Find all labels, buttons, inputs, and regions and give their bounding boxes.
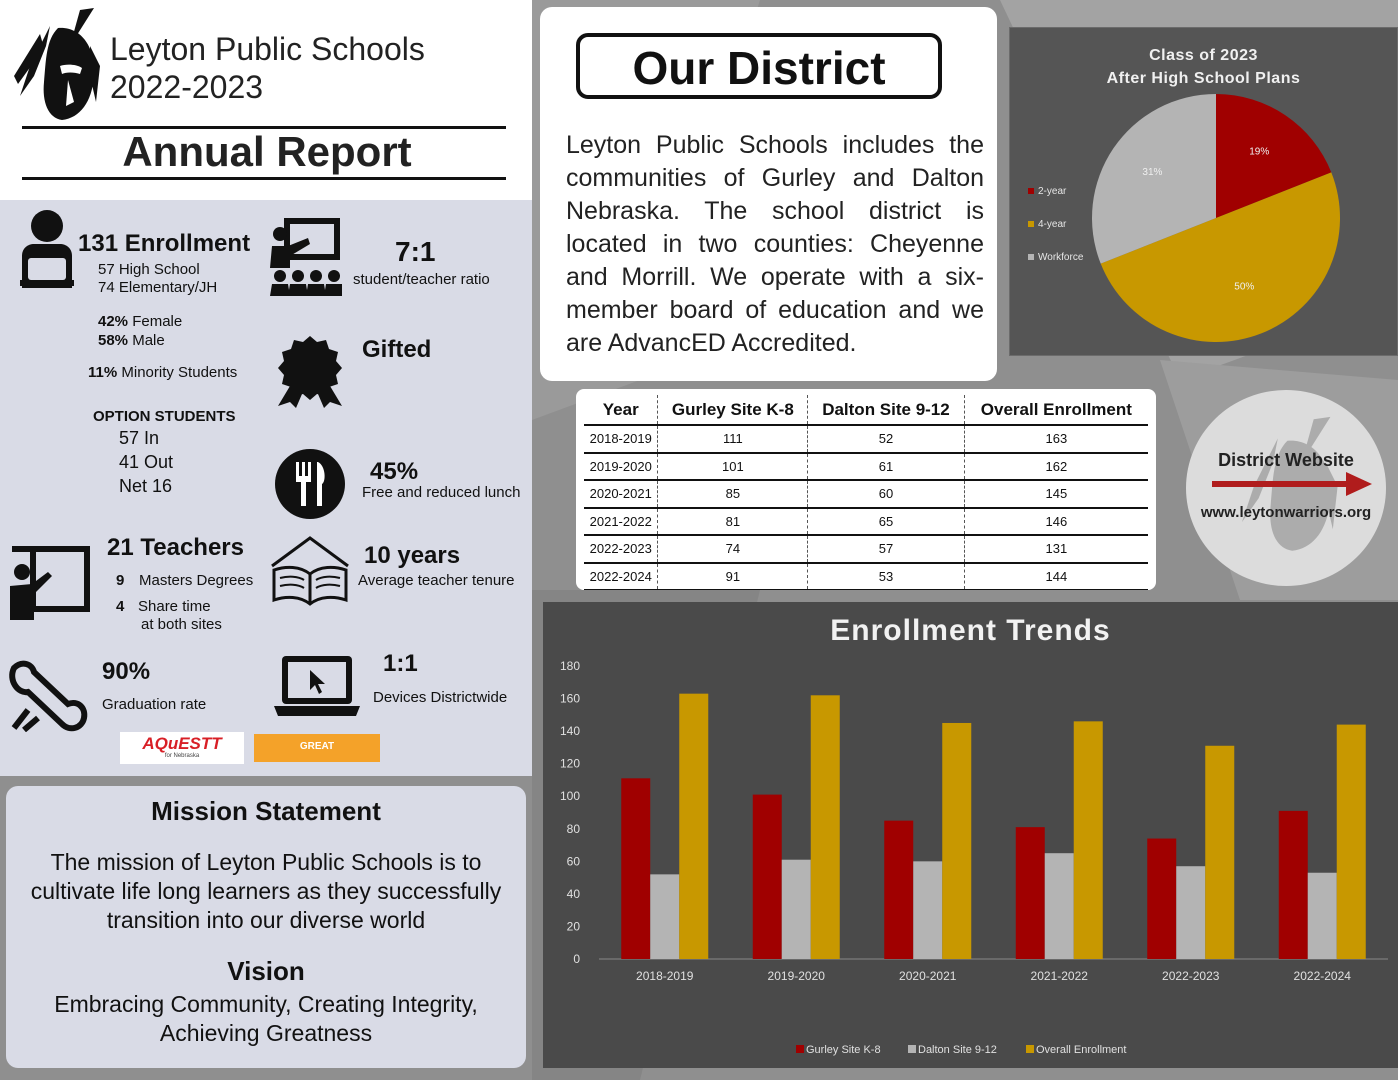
bar xyxy=(1147,839,1176,959)
ratio-label: student/teacher ratio xyxy=(353,271,490,288)
enrollment-elementary: 74 Elementary/JH xyxy=(98,279,218,296)
option-students-title: OPTION STUDENTS xyxy=(93,408,236,425)
table-cell: 2021-2022 xyxy=(584,508,658,536)
mission-panel xyxy=(6,786,526,1068)
y-tick-label: 100 xyxy=(559,789,580,804)
bar-legend-swatch xyxy=(1026,1045,1034,1053)
graduation-value: 90% xyxy=(102,658,151,685)
masters-count: 9 xyxy=(116,572,125,589)
table-row xyxy=(584,453,1148,481)
masters-label: Masters Degrees xyxy=(139,572,254,589)
table-cell: 146 xyxy=(964,508,1148,536)
table-header-cell: Overall Enrollment xyxy=(964,395,1148,425)
share-label: Share time xyxy=(138,598,211,615)
table-cell: 163 xyxy=(964,425,1148,453)
pie-title-line2: After High School Plans xyxy=(1106,70,1301,87)
school-name: Leyton Public Schools xyxy=(110,31,425,67)
bar xyxy=(942,723,971,959)
table-cell: 81 xyxy=(658,508,808,536)
aquestt-text: AQuESTT xyxy=(142,734,222,753)
bar xyxy=(1205,746,1234,959)
x-tick-label: 2021-2022 xyxy=(1030,969,1088,983)
teachers-title: 21 Teachers xyxy=(107,534,244,561)
table-cell: 52 xyxy=(808,425,964,453)
enrollment-title: 131 Enrollment xyxy=(78,230,251,257)
table-cell: 2022-2024 xyxy=(584,563,658,591)
tenure-value: 10 years xyxy=(364,542,461,569)
table-cell: 144 xyxy=(964,563,1148,591)
male-label: Male xyxy=(132,332,165,349)
minority-stat xyxy=(88,364,237,381)
bar-legend-swatch xyxy=(796,1045,804,1053)
bar-legend-label: Gurley Site K-8 xyxy=(806,1044,881,1056)
table-cell: 57 xyxy=(808,535,964,563)
enrollment-high-school: 57 High School xyxy=(98,261,200,278)
bar xyxy=(1074,721,1103,959)
vision-title: Vision xyxy=(227,956,305,986)
warrior-logo-icon xyxy=(10,6,102,124)
female-label: Female xyxy=(132,313,183,330)
school-year: 2022-2023 xyxy=(110,69,264,105)
x-tick-label: 2020-2021 xyxy=(899,969,957,983)
bar xyxy=(1045,853,1074,959)
stats-panel xyxy=(0,200,532,776)
pie-legend-swatch xyxy=(1028,188,1034,194)
table-row xyxy=(584,508,1148,536)
female-pct: 42% xyxy=(98,313,129,330)
y-tick-label: 80 xyxy=(566,821,580,836)
x-tick-label: 2019-2020 xyxy=(767,969,825,983)
bar xyxy=(1279,811,1308,959)
table-cell: 91 xyxy=(658,563,808,591)
lunch-utensils-icon xyxy=(274,448,346,520)
y-tick-label: 40 xyxy=(566,886,580,901)
lunch-label: Free and reduced lunch xyxy=(362,484,521,501)
page-title: Annual Report xyxy=(122,128,412,175)
minority-label: Minority Students xyxy=(121,364,238,381)
table-cell: 101 xyxy=(658,453,808,481)
vision-text: Embracing Community, Creating Integrity, Achieving Greatness xyxy=(54,991,478,1046)
option-students-net: Net 16 xyxy=(119,476,173,496)
minority-pct: 11% xyxy=(88,364,118,381)
table-cell: 60 xyxy=(808,480,964,508)
bar xyxy=(811,695,840,959)
table-cell: 2019-2020 xyxy=(584,453,658,481)
pie-legend-swatch xyxy=(1028,221,1034,227)
divider xyxy=(22,177,506,180)
share-label-2: at both sites xyxy=(141,616,222,633)
enrollment-table-panel xyxy=(576,389,1156,590)
y-tick-label: 120 xyxy=(559,756,580,771)
table-header-row xyxy=(584,395,1148,425)
classroom-icon xyxy=(268,216,342,296)
district-description: Leyton Public Schools includes the communities of Gurley and Dalton Nebraska. The school district is located in two counties: Cheyenne and Morrill. We operate with a six-member board of education and we are AdvancED Accredited. xyxy=(566,131,984,357)
bar xyxy=(753,795,782,959)
table-cell: 53 xyxy=(808,563,964,591)
pie-title-line1: Class of 2023 xyxy=(1149,47,1258,64)
devices-value: 1:1 xyxy=(383,650,418,677)
teacher-board-icon xyxy=(8,544,94,620)
y-tick-label: 140 xyxy=(559,724,580,739)
district-title-box xyxy=(576,33,942,99)
aquestt-logo xyxy=(120,732,244,764)
table-cell: 145 xyxy=(964,480,1148,508)
website-url-link[interactable]: www.leytonwarriors.org xyxy=(1200,504,1372,521)
bar-legend-label: Overall Enrollment xyxy=(1036,1044,1127,1056)
district-panel xyxy=(540,7,997,381)
table-row xyxy=(584,563,1148,591)
great-text: GREAT xyxy=(299,741,335,752)
pie-legend-label: 4-year xyxy=(1038,219,1067,230)
mission-text: The mission of Leyton Public Schools is to cultivate life long learners as they successfully transition into our diverse world xyxy=(30,849,502,933)
pie-chart xyxy=(1010,28,1398,357)
y-tick-label: 0 xyxy=(573,952,580,966)
bar xyxy=(913,861,942,959)
y-tick-label: 160 xyxy=(559,691,580,706)
bar-chart-title: Enrollment Trends xyxy=(830,614,1111,647)
female-stat xyxy=(98,313,182,330)
table-cell: 162 xyxy=(964,453,1148,481)
table-row xyxy=(584,480,1148,508)
open-book-icon xyxy=(268,534,352,608)
bar xyxy=(621,778,650,959)
x-tick-label: 2022-2023 xyxy=(1162,969,1220,983)
bar xyxy=(1308,873,1337,959)
bar xyxy=(650,874,679,959)
table-cell: 61 xyxy=(808,453,964,481)
option-students-out: 41 Out xyxy=(119,452,174,472)
bar xyxy=(1016,827,1045,959)
table-row xyxy=(584,535,1148,563)
aquestt-subtext: for Nebraska xyxy=(164,753,200,759)
male-pct: 58% xyxy=(98,332,129,349)
table-cell: 2020-2021 xyxy=(584,480,658,508)
pie-legend-label: 2-year xyxy=(1038,186,1067,197)
pie-chart-panel xyxy=(1009,27,1398,356)
award-ribbon-icon xyxy=(276,334,344,408)
option-students-in: 57 In xyxy=(119,428,160,448)
devices-label: Devices Districtwide xyxy=(373,689,508,706)
pie-slice-label: 50% xyxy=(1234,281,1255,293)
bar-chart-panel xyxy=(543,602,1398,1068)
ratio-value: 7:1 xyxy=(395,236,436,267)
pie-slice-label: 31% xyxy=(1142,166,1163,178)
y-tick-label: 60 xyxy=(566,854,580,869)
website-title: District Website xyxy=(1218,450,1354,470)
table-cell: 2018-2019 xyxy=(584,425,658,453)
table-cell: 85 xyxy=(658,480,808,508)
pie-legend-label: Workforce xyxy=(1038,252,1084,263)
laptop-cursor-icon xyxy=(272,654,362,718)
great-badge xyxy=(254,734,380,762)
diploma-icon xyxy=(8,658,88,732)
table-cell: 65 xyxy=(808,508,964,536)
table-cell: 131 xyxy=(964,535,1148,563)
district-title: Our District xyxy=(632,42,886,94)
mission-title: Mission Statement xyxy=(151,796,381,826)
bar xyxy=(679,694,708,959)
bar-chart xyxy=(543,602,1398,1068)
arrow-right-icon xyxy=(1212,472,1372,496)
table-cell: 111 xyxy=(658,425,808,453)
bar-legend-swatch xyxy=(908,1045,916,1053)
tenure-label: Average teacher tenure xyxy=(358,572,515,589)
pie-slice-label: 19% xyxy=(1249,146,1270,158)
bar xyxy=(1176,866,1205,959)
bar xyxy=(782,860,811,959)
table-row xyxy=(584,425,1148,453)
male-stat xyxy=(98,332,165,349)
table-header-cell: Gurley Site K-8 xyxy=(658,395,808,425)
x-tick-label: 2018-2019 xyxy=(636,969,694,983)
table-cell: 2022-2023 xyxy=(584,535,658,563)
y-tick-label: 20 xyxy=(566,919,580,934)
table-header-cell: Year xyxy=(584,395,658,425)
student-laptop-icon xyxy=(18,208,76,290)
table-cell: 74 xyxy=(658,535,808,563)
table-header-cell: Dalton Site 9-12 xyxy=(808,395,964,425)
graduation-label: Graduation rate xyxy=(102,696,207,713)
district-website-badge[interactable] xyxy=(1186,390,1386,586)
gifted-label: Gifted xyxy=(362,336,432,363)
enrollment-table xyxy=(584,395,1148,590)
bar xyxy=(1337,725,1366,959)
lunch-value: 45% xyxy=(370,458,419,485)
x-tick-label: 2022-2024 xyxy=(1293,969,1351,983)
header-panel xyxy=(0,0,532,200)
bar xyxy=(884,821,913,959)
pie-legend-swatch xyxy=(1028,254,1034,260)
bar-legend-label: Dalton Site 9-12 xyxy=(918,1044,997,1056)
share-count: 4 xyxy=(116,598,125,615)
y-tick-label: 180 xyxy=(559,659,580,673)
